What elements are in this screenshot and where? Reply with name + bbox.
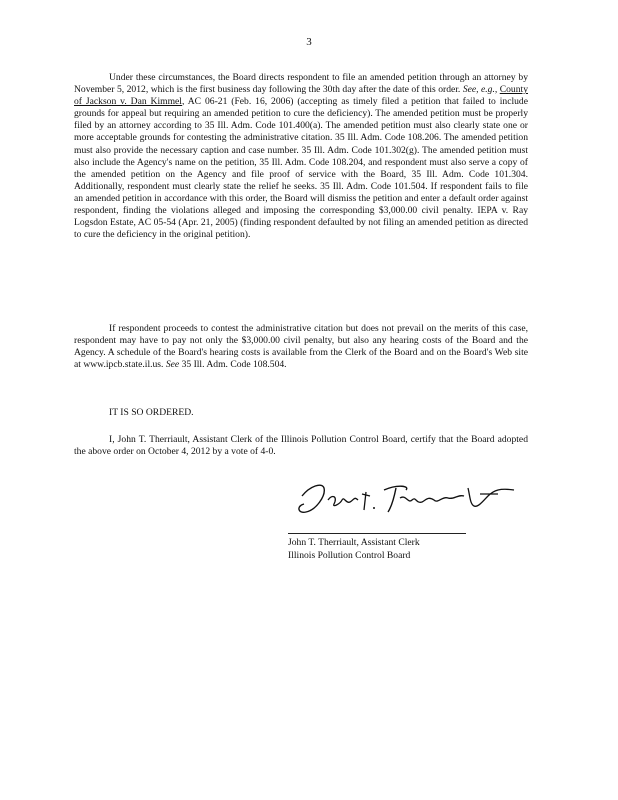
signature-block xyxy=(288,537,420,562)
paragraph-text: , AC 06-21 (Feb. 16, 2006) (accepting as timely filed a petition that failed to include grounds for appeal but requiring an amended petition to cure the deficiency). The amended petition must be properly filed by an attorney according to 35 Ill. Adm. Code 101.400(a). The amended petition must also clearly state one or more acceptable grounds for contesting the administrative citation. 35 Ill. Adm. Code 108.206. The amended petition must also provide the necessary caption and case number. 35 Ill. Adm. Code 101.302(g). The amended petition must also include the Agency's name on the petition, 35 Ill. Adm. Code 108.204, and respondent must also serve a copy of the amended petition on the Agency and file proof of service with the Board, 35 Ill. Adm. Code 101.304. Additionally, respondent must clearly state the relief he seeks. 35 Ill. Adm. Code 101.504. If respondent fails to file an amended petition in accordance with this order, the Board will dismiss the petition and enter a default order against respondent, finding the violations alleged and imposing the corresponding $3,000.00 civil penalty. IEPA v. Ray Logsdon Estate, AC 05-54 (Apr. 21, 2005) (finding respondent defaulted by not filing an amended petition as directed to cure the deficiency in the original petition). xyxy=(74,96,528,241)
signer-name: John T. Therriault, Assistant Clerk xyxy=(288,537,420,548)
paragraph-text: If respondent proceeds to contest the administrative citation but does not prevail on the merits of this case, respondent may have to pay not only the $3,000.00 civil penalty, but also any hearing costs of the Board and the Agency. A schedule of the Board's hearing costs is available from the Clerk of the Board and on the Board's Web site at www.ipcb.state.il.us. xyxy=(74,323,528,371)
so-ordered-statement: IT IS SO ORDERED. xyxy=(109,407,194,418)
order-paragraph-amended-petition xyxy=(74,72,528,241)
signer-organization: Illinois Pollution Control Board xyxy=(288,549,411,561)
signature-line xyxy=(288,533,466,534)
paragraph-text: 35 Ill. Adm. Code 108.504. xyxy=(181,359,287,371)
case-citation: County of Jackson v. Dan Kimmel xyxy=(74,84,528,108)
certification-text: I, John T. Therriault, Assistant Clerk of the Illinois Pollution Control Board, certify that the Board adopted the above order on October 4, 2012 by a vote of 4-0. xyxy=(74,434,528,458)
page-number: 3 xyxy=(306,36,312,48)
see-signal: See xyxy=(165,359,180,371)
see-signal: See, e.g., xyxy=(462,84,498,96)
paragraph-text: Under these circumstances, the Board directs respondent to file an amended petition through an attorney by November 5, 2012, which is the first business day following the 30th day after the date of this order. xyxy=(74,72,528,96)
handwritten-signature xyxy=(288,474,528,524)
order-paragraph-hearing-costs xyxy=(74,323,528,371)
certification-paragraph xyxy=(74,434,528,458)
